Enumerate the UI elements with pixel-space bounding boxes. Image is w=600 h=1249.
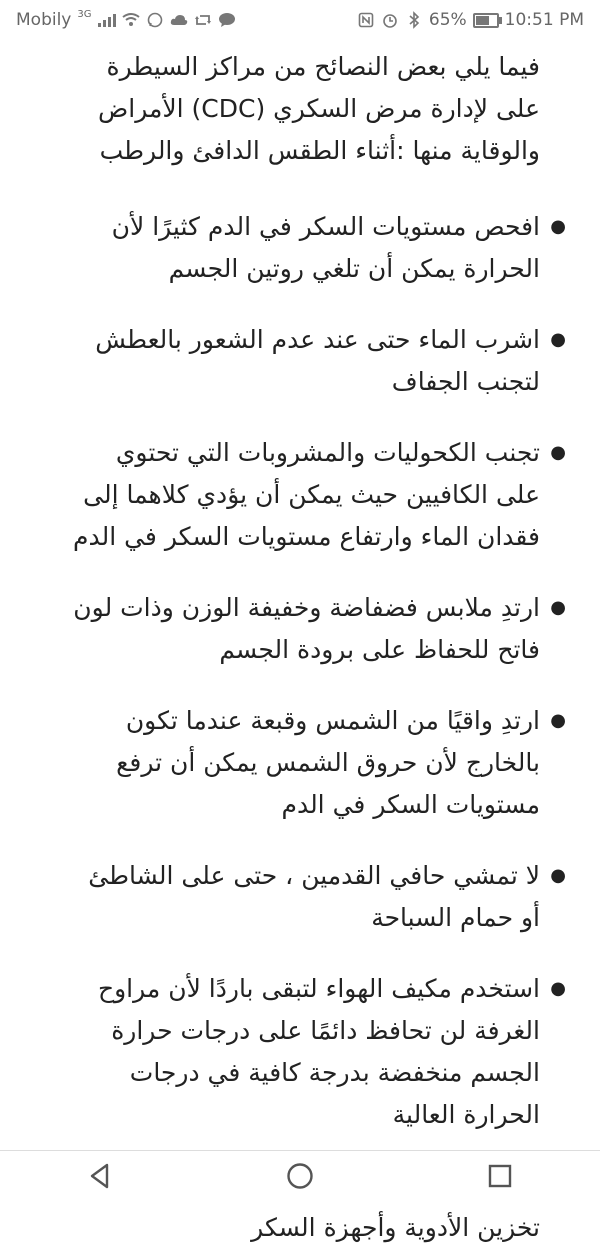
whatsapp-icon (146, 11, 164, 29)
tips-list (68, 206, 566, 1136)
tip-text: افحص مستويات السكر في الدم كثيرًا لأن الحرارة يمكن أن تلغي روتين الجسم (111, 212, 540, 283)
navigation-bar (0, 1151, 600, 1200)
nfc-icon (357, 11, 375, 29)
carrier-name: Mobily (16, 10, 72, 30)
retweet-icon (194, 11, 212, 29)
bullet-icon: ● (550, 442, 566, 463)
article-content[interactable] (0, 40, 600, 1242)
bullet-icon: ● (550, 329, 566, 350)
list-item (68, 319, 566, 403)
back-icon (87, 1162, 113, 1190)
tip-text: تجنب الكحوليات والمشروبات التي تحتوي على الكافيين حيث يمكن أن يؤدي كلاهما إلى فقدان الماء وارتفاع مستويات السكر في الدم (72, 438, 540, 551)
article-intro: فيما يلي بعض النصائح من مراكز السيطرة على لإدارة مرض السكري (CDC) الأمراض والوقاية منها :أثناء الطقس الدافئ والرطب (98, 52, 540, 165)
signal-icon (98, 13, 116, 27)
bluetooth-icon (405, 11, 423, 29)
network-type: 3G (77, 8, 92, 20)
tip-text: لا تمشي حافي القدمين ، حتى على الشاطئ أو حمام السباحة (88, 861, 540, 932)
list-item (68, 968, 566, 1136)
bullet-icon: ● (550, 710, 566, 731)
status-bar (0, 0, 600, 40)
tip-text: ارتدِ ملابس فضفاضة وخفيفة الوزن وذات لون فاتح للحفاظ على برودة الجسم (73, 593, 540, 664)
article-closing: تخزين الأدوية وأجهزة السكر (251, 1213, 540, 1242)
battery-icon (473, 13, 499, 28)
cloud-icon (170, 11, 188, 29)
bullet-icon: ● (550, 865, 566, 886)
tip-text: اشرب الماء حتى عند عدم الشعور بالعطش لتجنب الجفاف (95, 325, 540, 396)
bullet-icon: ● (550, 978, 566, 999)
list-item (68, 855, 566, 939)
battery-percent: 65% (428, 10, 467, 30)
status-left (16, 10, 236, 30)
bullet-icon: ● (550, 597, 566, 618)
home-icon (285, 1161, 315, 1191)
list-item (68, 587, 566, 671)
bullet-icon: ● (550, 216, 566, 237)
home-button[interactable] (270, 1156, 330, 1196)
list-item (68, 206, 566, 290)
clock-time: 10:51 PM (504, 10, 584, 30)
recents-icon (487, 1163, 513, 1189)
recents-button[interactable] (470, 1156, 530, 1196)
list-item (68, 432, 566, 558)
tip-text: ارتدِ واقيًا من الشمس وقبعة عندما تكون بالخارج لأن حروق الشمس يمكن أن ترفع مستويات السكر في الدم (116, 706, 540, 819)
tip-text: استخدم مكيف الهواء لتبقى باردًا لأن مراوح الغرفة لن تحافظ دائمًا على درجات حرارة الجسم منخفضة بدرجة كافية في درجات الحرارة العالية (97, 974, 540, 1129)
status-right (357, 10, 584, 30)
list-item (68, 700, 566, 826)
message-icon (218, 11, 236, 29)
wifi-icon (122, 11, 140, 29)
back-button[interactable] (70, 1156, 130, 1196)
alarm-icon (381, 11, 399, 29)
